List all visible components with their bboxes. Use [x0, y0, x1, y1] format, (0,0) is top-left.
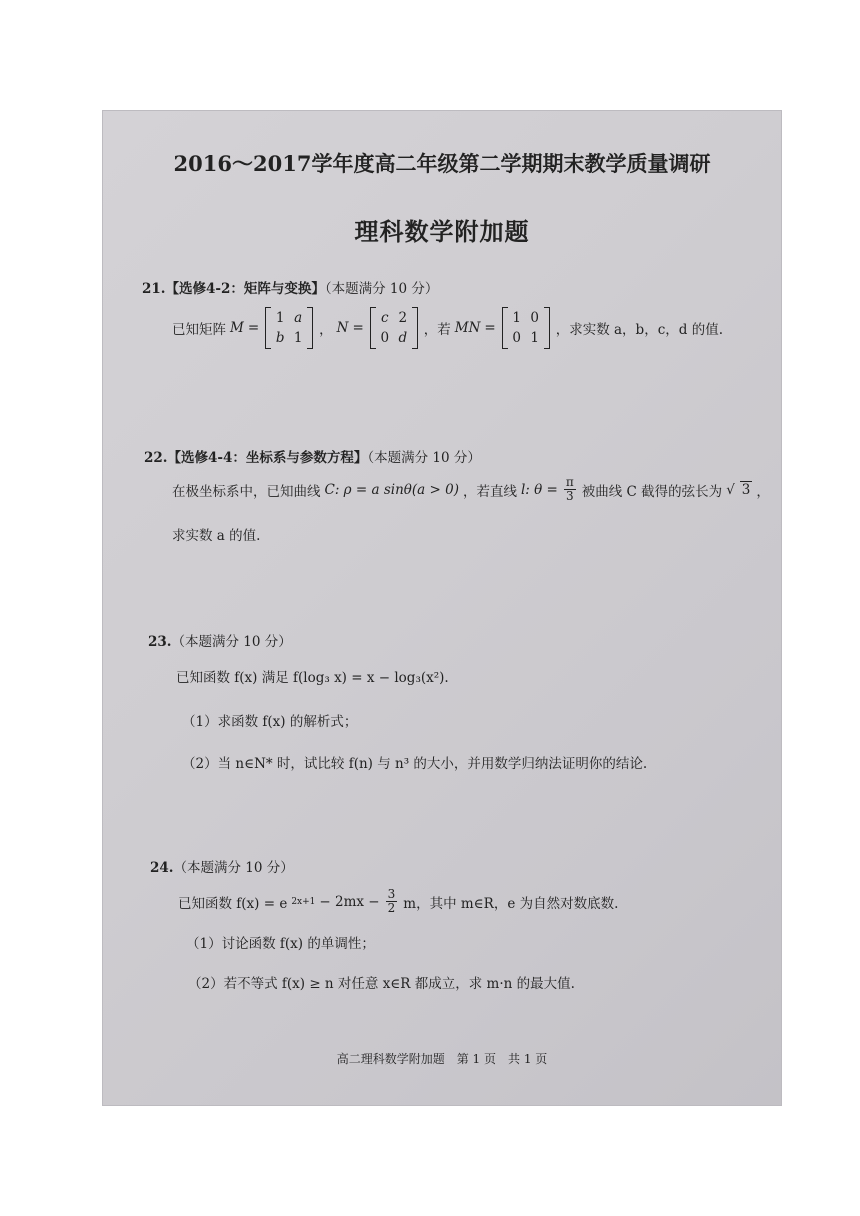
q22-curve: C: ρ = a sinθ(a > 0)	[324, 481, 459, 498]
matrix-mn-symbol: MN	[454, 320, 481, 336]
q24-part2: （2）若不等式 f(x) ≥ n 对任意 x∈R 都成立，求 m·n 的最大值.	[188, 976, 575, 992]
q24-part1: （1）讨论函数 f(x) 的单调性；	[186, 936, 375, 952]
sqrt-argument: 3	[741, 482, 751, 499]
q21-statement	[172, 307, 723, 349]
q21-header	[142, 277, 438, 297]
q21-prefix: 已知矩阵	[172, 322, 226, 338]
q23-statement: 已知函数 f(x) 满足 f(log₃ x) = x − log₃(x²).	[176, 670, 449, 686]
matrix-m-symbol: M	[230, 320, 244, 336]
q22-number: 22.	[144, 450, 168, 466]
q24-pre: 已知函数 f(x) = e	[178, 895, 288, 912]
page-title: 2016～2017学年度高二年级第二学期期末教学质量调研	[173, 151, 711, 176]
q24-score: （本题满分 10 分）	[173, 860, 294, 876]
q23-part1: （1）求函数 f(x) 的解析式；	[182, 714, 358, 730]
exam-paper	[102, 110, 782, 1106]
fraction-numerator: π	[565, 475, 574, 489]
page-footer: 高二理科数学附加题 第 1 页 共 1 页	[336, 1052, 548, 1066]
q22-text3: 被曲线 C 截得的弦长为	[581, 483, 723, 500]
q24-mid: − 2mx −	[319, 893, 380, 910]
q23-number: 23.	[148, 634, 172, 650]
fraction-denominator: 2	[387, 901, 396, 916]
matrix-cell: 1	[293, 330, 303, 346]
pi-over-3-fraction	[564, 476, 576, 503]
matrix-cell: 0	[380, 330, 390, 346]
matrix-cell: c	[380, 310, 389, 326]
q24-exponent: 2x+1	[291, 896, 316, 907]
q23-part2: （2）当 n∈N* 时，试比较 f(n) 与 n³ 的大小，并用数学归纳法证明你的结论.	[182, 756, 648, 772]
matrix-cell: 1	[512, 310, 522, 326]
q21-score: （本题满分 10 分）	[324, 281, 439, 297]
q21-number: 21.	[142, 281, 166, 297]
three-halves-fraction	[386, 888, 398, 915]
q22-score: （本题满分 10 分）	[367, 450, 481, 466]
q24-post: m，其中 m∈R，e 为自然对数底数.	[403, 895, 619, 912]
q21-ruo: ，若	[423, 322, 451, 338]
q21-topic: 【选修4-2：矩阵与变换】	[165, 281, 325, 297]
page-subtitle: 理科数学附加题	[354, 217, 530, 246]
matrix-cell: d	[398, 330, 408, 346]
matrix-n-symbol: N	[336, 320, 349, 336]
matrix-cell: 1	[530, 330, 540, 346]
matrix-cell: b	[275, 330, 285, 346]
matrix-cell: 2	[398, 310, 408, 326]
q24-header	[150, 856, 294, 876]
equals-sign: =	[247, 320, 260, 336]
matrix-cell: 0	[530, 310, 540, 326]
q22-header	[144, 446, 481, 466]
q24-number: 24.	[150, 860, 174, 876]
matrix-m	[265, 307, 313, 349]
matrix-cell: a	[294, 310, 303, 326]
fraction-denominator: 3	[566, 489, 574, 504]
matrix-n	[370, 307, 418, 349]
q22-topic: 【选修4-4：坐标系与参数方程】	[167, 450, 368, 466]
equals-sign: =	[352, 320, 364, 336]
q24-statement	[178, 888, 618, 915]
equals-sign: =	[484, 320, 496, 336]
q22-line: l: θ =	[520, 481, 558, 498]
q22-text4: ，	[756, 483, 770, 500]
fraction-numerator: 3	[387, 887, 396, 901]
q21-suffix: ，求实数 a，b，c，d 的值.	[555, 322, 723, 338]
matrix-identity	[502, 307, 550, 349]
matrix-cell: 1	[275, 310, 285, 326]
q22-text2: ，若直线	[462, 483, 517, 500]
matrix-cell: 0	[512, 330, 522, 346]
q23-header	[148, 630, 292, 650]
q22-line2: 求实数 a 的值.	[172, 528, 261, 544]
q22-statement	[172, 476, 770, 503]
q21-separator: ，	[319, 322, 333, 338]
q23-score: （本题满分 10 分）	[171, 634, 292, 650]
sqrt-symbol: √	[726, 481, 735, 498]
q22-text1: 在极坐标系中，已知曲线	[172, 483, 321, 500]
